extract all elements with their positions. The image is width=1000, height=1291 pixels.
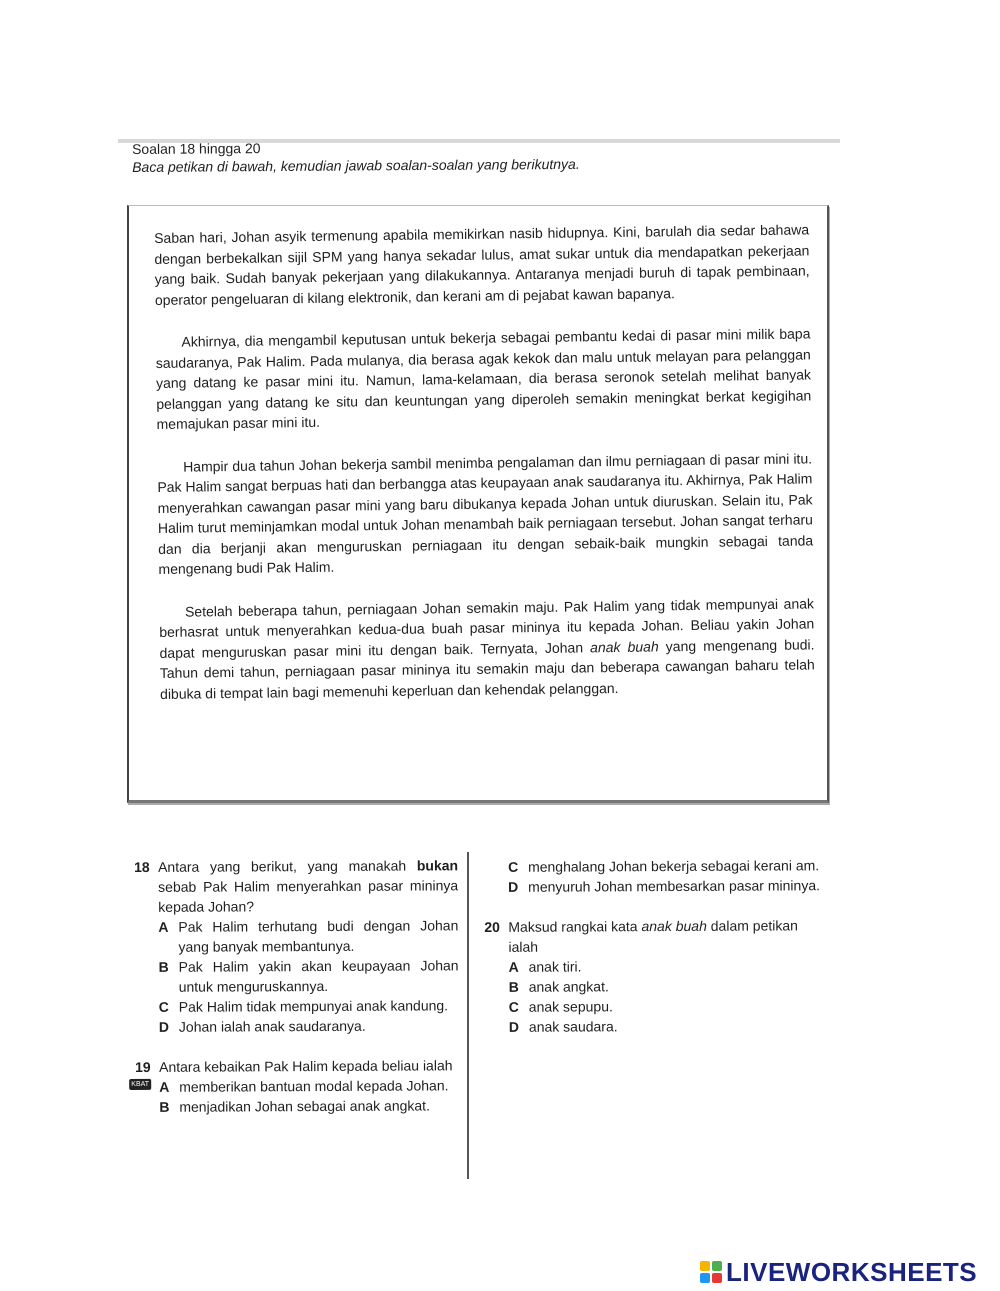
question-number: 18 <box>134 858 150 875</box>
section-title: Soalan 18 hingga 20 <box>132 140 261 157</box>
option-label: C <box>508 998 519 1015</box>
option-label: A <box>508 958 519 975</box>
stem-part-b: sebab Pak Halim menyerahkan pasar mininya kepada Johan? <box>158 877 459 915</box>
option-label: A <box>159 1078 170 1095</box>
option-text: Pak Halim terhutang budi dengan Johan yang banyak membantunya. <box>178 917 459 955</box>
option-c[interactable] <box>508 855 824 877</box>
questions-left-column <box>131 855 459 1131</box>
option-label: B <box>508 978 519 995</box>
option-b[interactable] <box>159 1095 459 1117</box>
question-stem <box>158 855 458 917</box>
reading-passage <box>154 219 815 726</box>
question-19-continued <box>484 855 824 897</box>
option-a[interactable] <box>509 955 825 977</box>
column-divider <box>467 852 469 1179</box>
logo-square-1 <box>700 1261 710 1271</box>
questions-right-column <box>484 855 825 1051</box>
logo-text: LIVEWORKSHEETS <box>726 1256 978 1287</box>
option-text: anak tiri. <box>528 958 582 975</box>
stem-emphasis: anak buah <box>641 917 707 935</box>
section-header <box>132 135 832 176</box>
passage-paragraph-4 <box>159 593 815 704</box>
option-a[interactable] <box>158 915 458 957</box>
option-text: menghalang Johan bekerja sebagai kerani am. <box>528 857 820 875</box>
option-b[interactable] <box>159 955 459 997</box>
liveworksheets-logo[interactable] <box>700 1257 977 1287</box>
option-text: anak angkat. <box>528 978 609 995</box>
option-label: C <box>508 858 519 875</box>
stem-part-a: Antara yang berikut, yang manakah <box>158 857 417 875</box>
stem-part-b: dalam petikan ialah <box>508 917 798 955</box>
option-text: anak sepupu. <box>528 998 613 1015</box>
option-label: B <box>158 958 169 975</box>
passage-p4-emphasis: anak buah <box>590 637 659 655</box>
logo-grid-icon <box>700 1261 722 1283</box>
question-stem: Antara kebaikan Pak Halim kepada beliau ialah <box>159 1057 453 1075</box>
option-label: D <box>508 878 519 895</box>
option-label: B <box>159 1098 170 1115</box>
option-text: menjadikan Johan sebagai anak angkat. <box>179 1097 430 1115</box>
question-stem <box>508 915 824 957</box>
option-text: menyuruh Johan membesarkan pasar mininya. <box>528 877 821 895</box>
question-number: 20 <box>484 918 500 935</box>
question-18 <box>134 855 459 1037</box>
option-label: D <box>508 1018 520 1035</box>
question-19 <box>131 1055 459 1117</box>
option-c[interactable] <box>509 995 825 1017</box>
passage-paragraph-3: Hampir dua tahun Johan bekerja sambil menimba pengalaman dan ilmu perniagaan di pasar mini itu. Pak Halim sangat berpuas hati dan berbangga atas keupayaan anak saudaranya itu. Akhirnya, Pak Halim menyerahkan cawangan pasar mini yang baru dibukanya kepada Johan untuk diuruskan. Selain itu, Pak Halim turut meminjamkan modal untuk Johan menambah baik perniagaan tersebut. Johan sangat terharu dan dia berjanji akan menguruskan perniagaan itu dengan sebaik-baik mungkin sebagai tanda mengenang budi Pak Halim. <box>157 449 814 577</box>
option-d[interactable] <box>509 1015 825 1037</box>
section-instruction: Baca petikan di bawah, kemudian jawab soalan-soalan yang berikutnya. <box>132 155 580 175</box>
option-label: C <box>158 998 169 1015</box>
option-text: anak saudara. <box>528 1018 618 1035</box>
logo-square-3 <box>700 1273 710 1283</box>
logo-square-4 <box>712 1273 722 1283</box>
option-label: D <box>158 1018 170 1035</box>
option-d[interactable] <box>159 1015 459 1037</box>
stem-part-a: Maksud rangkai kata <box>508 918 642 935</box>
option-a[interactable] <box>159 1075 459 1097</box>
option-text: Pak Halim yakin akan keupayaan Johan untuk menguruskannya. <box>178 957 459 995</box>
passage-paragraph-1: Saban hari, Johan asyik termenung apabila memikirkan nasib hidupnya. Kini, barulah dia sedar bahawa dengan berbekalkan sijil SPM yang hanya sekadar lulus, amat sukar untuk dia mendapatkan pekerjaan yang baik. Sudah banyak pekerjaan yang dilakukannya. Antaranya menjadi buruh di tapak pembinaan, operator pengeluaran di kilang elektronik, dan kerani am di pejabat kawan bapanya. <box>154 221 810 308</box>
question-number: 19 <box>135 1058 151 1075</box>
kbat-badge: KBAT <box>129 1079 151 1090</box>
option-c[interactable] <box>159 995 459 1017</box>
option-b[interactable] <box>509 975 825 997</box>
passage-p4-part-a: Setelah beberapa tahun, perniagaan Johan semakin maju. Pak Halim yang tidak mempunyai anak berhasrat untuk menyerahkan kedua-dua buah pasar mininya itu kepada Johan. Beliau yakin Johan dapat menguruskan pasar mini itu dengan baik. Ternyata, Johan <box>159 594 815 661</box>
option-text: Pak Halim tidak mempunyai anak kandung. <box>178 997 449 1015</box>
question-20 <box>484 915 825 1037</box>
option-text: memberikan bantuan modal kepada Johan. <box>179 1077 449 1095</box>
option-text: Johan ialah anak saudaranya. <box>178 1017 366 1035</box>
logo-square-2 <box>712 1261 722 1271</box>
passage-paragraph-2: Akhirnya, dia mengambil keputusan untuk bekerja sebagai pembantu kedai di pasar mini milik bapa saudaranya, Pak Halim. Pada mulanya, dia berasa agak kekok dan malu untuk melayan para pelanggan yang datang ke pasar mini itu. Namun, lama-kelamaan, dia berasa seronok setelah melihat banyak pelanggan yang datang ke situ dan keuntungan yang diperoleh semakin meningkat berkat kegigihan memajukan pasar mini itu. <box>155 325 812 432</box>
option-label: A <box>158 918 169 935</box>
passage-p4-part-b: yang mengenang budi. Tahun demi tahun, perniagaan pasar mininya itu semakin maju dan beberapa cawangan baharu telah dibuka di tempat lain bagi memenuhi keperluan dan kehendak pelanggan. <box>159 635 815 702</box>
stem-bold-word: bukan <box>416 857 459 874</box>
option-d[interactable] <box>508 875 824 897</box>
